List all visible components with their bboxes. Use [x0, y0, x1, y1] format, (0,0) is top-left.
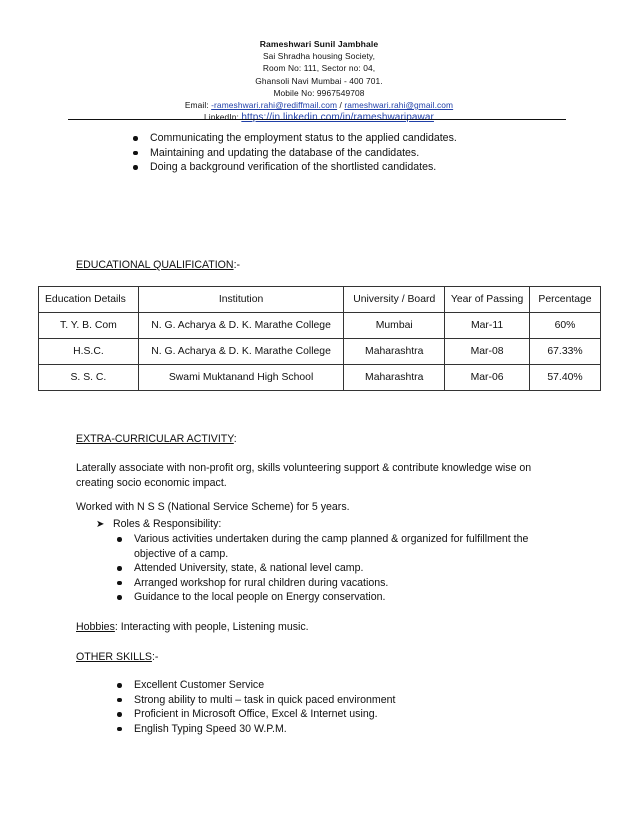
- linkedin-link[interactable]: https://in.linkedin.com/in/rameshwaripawar: [241, 112, 434, 124]
- table-cell: 57.40%: [530, 365, 601, 391]
- hobbies-label: Hobbies: [76, 621, 115, 633]
- bullet-icon: [133, 165, 138, 170]
- email-separator: /: [337, 100, 345, 111]
- hobbies-line: [76, 620, 309, 635]
- bullet-icon: [117, 566, 122, 571]
- column-header: Institution: [138, 287, 343, 313]
- education-heading: EDUCATIONAL QUALIFICATION:-: [76, 259, 241, 271]
- extracurricular-heading: EXTRA-CURRICULAR ACTIVITY:: [76, 433, 237, 445]
- bullet-icon: [117, 581, 122, 586]
- column-header: Year of Passing: [445, 287, 530, 313]
- list-item: Excellent Customer Service: [114, 678, 395, 693]
- education-table: [38, 286, 601, 391]
- bullet-icon: [117, 537, 122, 542]
- other-skills-heading: OTHER SKILLS:-: [76, 651, 159, 663]
- linkedin-label: LinkedIn:: [204, 112, 242, 123]
- bullet-icon: [117, 727, 122, 732]
- table-row: [39, 313, 601, 339]
- column-header: University / Board: [344, 287, 445, 313]
- table-row: [39, 339, 601, 365]
- list-item: Various activities undertaken during the camp planned & organized for fulfillment the objective of a camp.: [114, 532, 564, 561]
- list-item: English Typing Speed 30 W.P.M.: [114, 722, 395, 737]
- table-cell: S. S. C.: [39, 365, 139, 391]
- table-cell: 67.33%: [530, 339, 601, 365]
- header-divider: [68, 119, 566, 120]
- roles-heading: ➤ Roles & Responsibility:: [96, 517, 221, 533]
- hobbies-text: : Interacting with people, Listening music.: [114, 621, 309, 633]
- table-cell: Mar-08: [445, 339, 530, 365]
- email-line: [0, 99, 638, 111]
- list-item: Doing a background verification of the shortlisted candidates.: [130, 160, 457, 175]
- candidate-name: Rameshwari Sunil Jambhale: [259, 39, 379, 49]
- extracurricular-paragraph: Laterally associate with non-profit org, skills volunteering support & contribute knowledge wise on creating socio economic impact.: [76, 462, 532, 489]
- table-cell: T. Y. B. Com: [39, 313, 139, 339]
- skills-list: [114, 678, 395, 736]
- column-header: Education Details: [39, 287, 139, 313]
- arrow-bullet-icon: ➤: [96, 519, 105, 530]
- table-cell: N. G. Acharya & D. K. Marathe College: [138, 339, 343, 365]
- table-cell: Mar-11: [445, 313, 530, 339]
- email-link-rediff[interactable]: -rameshwari.rahi@rediffmail.com: [211, 100, 338, 111]
- address-line: Room No: 111, Sector no: 04,: [262, 63, 376, 74]
- table-cell: Mumbai: [344, 313, 445, 339]
- column-header: Percentage: [530, 287, 601, 313]
- bullet-icon: [133, 151, 138, 156]
- email-label: Email:: [184, 100, 212, 111]
- table-row: [39, 365, 601, 391]
- list-item: Arranged workshop for rural children during vacations.: [114, 576, 564, 591]
- table-cell: Maharashtra: [344, 365, 445, 391]
- linkedin-line: [0, 111, 638, 124]
- table-cell: 60%: [530, 313, 601, 339]
- bullet-icon: [133, 136, 138, 141]
- contact-header: [0, 38, 638, 124]
- roles-list: [114, 532, 564, 605]
- bullet-icon: [117, 683, 122, 688]
- list-item: Guidance to the local people on Energy conservation.: [114, 590, 564, 605]
- list-item: Attended University, state, & national level camp.: [114, 561, 564, 576]
- table-cell: Mar-06: [445, 365, 530, 391]
- list-item: Communicating the employment status to the applied candidates.: [130, 131, 457, 146]
- duties-list: [130, 131, 457, 175]
- table-cell: N. G. Acharya & D. K. Marathe College: [138, 313, 343, 339]
- bullet-icon: [117, 698, 122, 703]
- bullet-icon: [117, 712, 122, 717]
- table-cell: Swami Muktanand High School: [138, 365, 343, 391]
- email-link-gmail[interactable]: rameshwari.rahi@gmail.com: [344, 100, 454, 111]
- table-header-row: [39, 287, 601, 313]
- address-line: Sai Shradha housing Society,: [262, 51, 376, 62]
- bullet-icon: [117, 595, 122, 600]
- mobile-number: Mobile No: 9967549708: [273, 87, 365, 98]
- list-item: Proficient in Microsoft Office, Excel & Internet using.: [114, 707, 395, 722]
- list-item: Strong ability to multi – task in quick paced environment: [114, 693, 395, 708]
- nss-paragraph: Worked with N S S (National Service Scheme) for 5 years.: [76, 501, 350, 513]
- table-cell: Maharashtra: [344, 339, 445, 365]
- address-line: Ghansoli Navi Mumbai - 400 701.: [255, 75, 383, 86]
- table-cell: H.S.C.: [39, 339, 139, 365]
- list-item: Maintaining and updating the database of the candidates.: [130, 146, 457, 161]
